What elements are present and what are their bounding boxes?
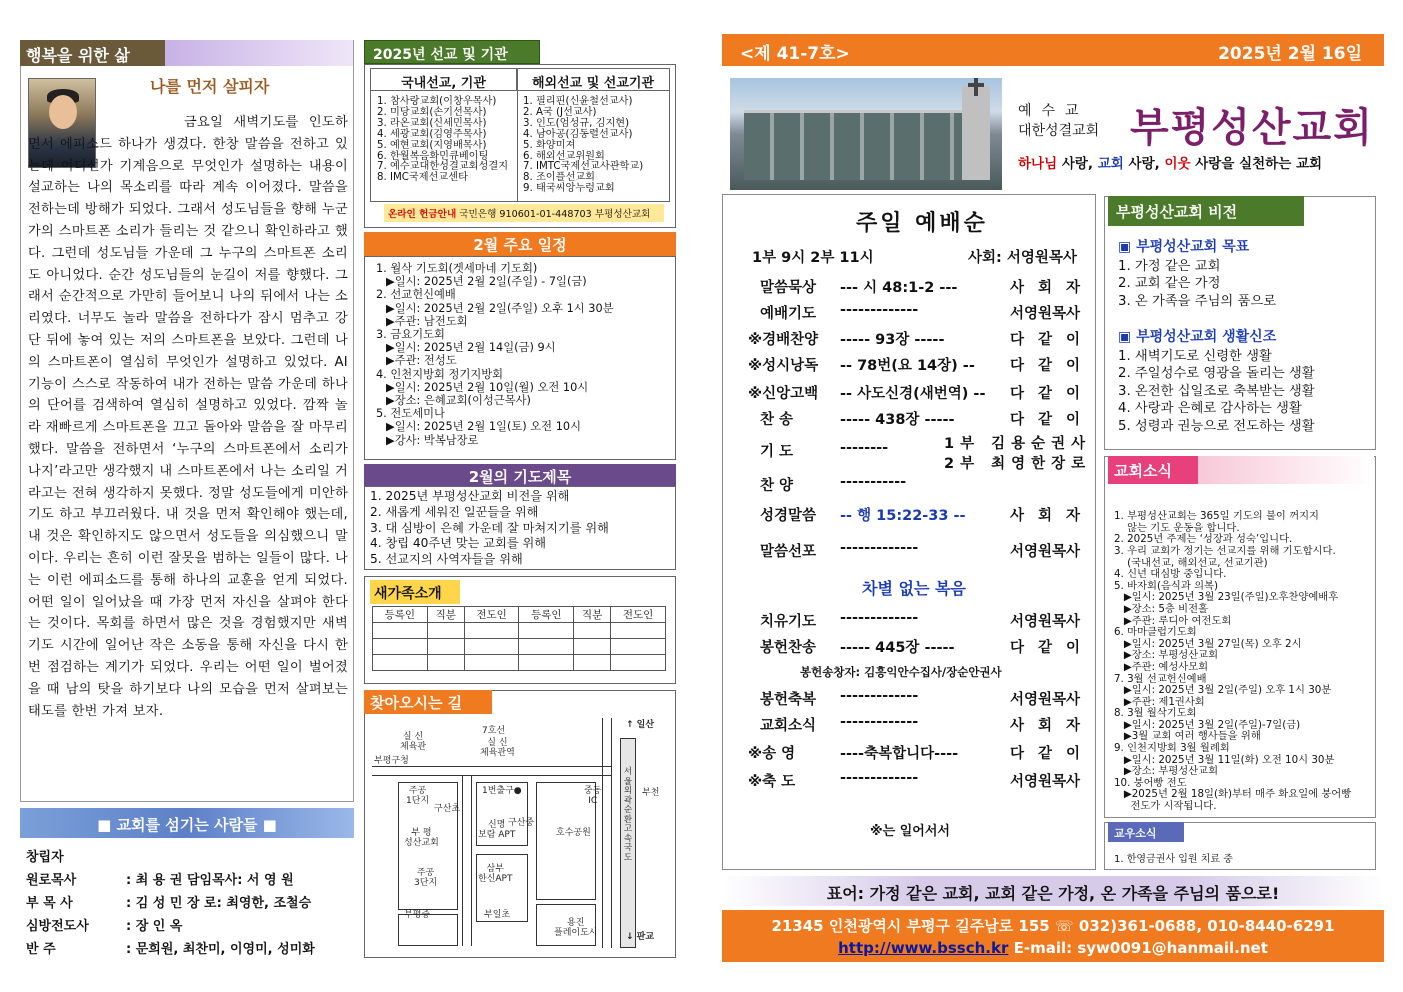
staff-row: 반 주 : 문희원, 최찬미, 이영미, 성미화 (26, 942, 315, 957)
table-row (373, 623, 666, 639)
essay-title: 나를 먼저 살피자 (150, 77, 270, 96)
goal-title: ▣ 부평성산교회 목표 (1118, 239, 1250, 255)
staff-row: 심방전도사 : 장 인 옥 (26, 919, 183, 934)
map-label: 1번출구● (482, 786, 522, 796)
member-news-text: 1. 한영금권사 입원 치료 중 (1114, 854, 1233, 865)
footer-contact (722, 910, 1384, 962)
news-heading-accent (1198, 456, 1374, 484)
website-link[interactable]: http://www.bssch.kr (838, 939, 1009, 957)
church-address: 21345 인천광역시 부평구 길주남로 155 ☏ 032)361-0688, 010-8440-6291 (771, 917, 1335, 935)
church-location: 부 평 성산교회 (404, 828, 439, 848)
overseas-head: 해외선교 및 선교기관 (517, 69, 669, 91)
church-name: 부평성산교회 (1130, 104, 1374, 151)
map-label: 주공 3단지 (414, 868, 438, 888)
directions-title: 찾아오시는 길 (364, 690, 492, 714)
map-label: 구산중 (508, 818, 535, 828)
essay-section-heading: 행복을 위한 삶 (20, 40, 165, 66)
map-label: 구산초 (434, 804, 461, 814)
offering-singer: 봉헌송창자: 김흥익안수집사/장순안권사 (800, 665, 1002, 679)
email-text[interactable]: E-mail: syw0091@hanmail.net (1008, 939, 1268, 957)
issue-number: <제 41-7호> (740, 44, 850, 64)
map-label: 부천 (642, 788, 660, 798)
map-label: 부일초 (484, 910, 511, 920)
bulletin-header (722, 34, 1384, 66)
map-label: 실 신 체육관역 (480, 738, 515, 758)
feb-schedule-list: 1. 월삭 기도회(겟세마네 기도회) ▶일시: 2025년 2월 2일(주일) - 7일(금) 2. 선교헌신예배 ▶일시: 2025년 2월 2일(주일) 오후 1시 30분 ▶주관: 남전도회 3. 금요기도회 ▶일시: 2025년 2월 14일(금) 9시 ▶주관: 전성도 4. 인천지방회 정기지방회 ▶일시: 2025년 2월 10일(월) 오전 10시 ▶장소: 은혜교회(이성근목사) 5. 전도세미나 ▶일시: 2025년 2월 1일(토) 오전 10시 ▶강사: 박복남장로 (376, 262, 614, 447)
map-label: 신명 보람 APT (478, 820, 516, 840)
prayer-title: 2월의 기도제목 (364, 464, 676, 486)
staff-list (26, 846, 315, 961)
footer-motto: 표어: 가정 같은 교회, 교회 같은 가정, 온 가족을 주님의 품으로! (722, 876, 1384, 906)
map-label: 부평중 (404, 910, 431, 920)
founder-label: 창립자 (26, 850, 64, 865)
sermon-title: 차별 없는 복음 (862, 579, 966, 598)
heading-accent (165, 40, 353, 66)
map-label: 실 신 체육관 (400, 732, 427, 752)
map-label: 삼부 한신APT (478, 864, 513, 884)
bulletin-date: 2025년 2월 16일 (1218, 44, 1362, 64)
essay-body (28, 112, 348, 722)
map-label: 주공 1단지 (406, 786, 430, 806)
creed-list: 1. 새벽기도로 신령한 생활 2. 주일성수로 영광을 돌리는 생활 3. 온전한 십일조로 축복받는 생활 4. 사랑과 은혜로 감사하는 생활 5. 성령과 권능으로 전도하는 생활 (1118, 349, 1315, 434)
domestic-list: 1. 참사랑교회(이창우목사) 2. 미당교회(손기선목사) 3. 라온교회(신세민목사) 4. 세광교회(김영주목사) 5. 예현교회(지영배목사) 6. 한월복음화민큐베이팅 7. 예수교대한성결교회성결지 8. IMC국제선교센타 (377, 96, 509, 184)
table-row (373, 639, 666, 655)
map-label: 중동 IC (584, 786, 602, 806)
new-family-title: 새가족소개 (370, 580, 460, 604)
goal-list: 1. 가정 같은 교회 2. 교회 같은 가정 3. 온 가족을 주님의 품으로 (1118, 259, 1277, 309)
denomination-line1: 예수교 (1018, 103, 1089, 119)
denomination-line2: 대한성결교회 (1018, 123, 1100, 139)
highway-label: 서울외곽순환고속국도 (623, 767, 633, 863)
overseas-list: 1. 필리핀(신윤철선교사) 2. A국 (J선교사) 3. 인도(엄성규, 김지현) 4. 남아공(김동렬선교사) 5. 화양미져 6. 해외선교위원회 7. IMTC국제선교사관학교) 8. 조이플선교회 9. 태국씨앙누렁교회 (523, 96, 644, 195)
news-list: 1. 부평성산교회는 365일 기도의 불이 꺼지지 않는 기도 운동을 합니다. 2. 2025년 주제는 ‘성장과 성숙’입니다. 3. 우리 교회가 정기는 선교지를 위해 기도합시다. (국내선교, 해외선교, 선교기관) 4. 신년 대심방 중입니다. 5. 바자회(음식과 의복) ▶일시: 2025년 3월 23일(주일)오후찬양예배후 ▶장소: 5층 비전홀 ▶주관: 루디아 여전도회 6. 마마클럽기도회 ▶일시: 2025년 3월 27일(목) 오후 2시 ▶장소: 부평성산교회 ▶주관: 예성사모회 7. 3월 선교헌신예배 ▶일시: 2025년 3월 2일(주일) 오후 1시 30분 ▶주관: 제1권사회 8. 3월 월삭기도회 ▶일시: 2025년 3월 2일(주일)-7일(금) ▶3월 교회 여러 행사들을 위해 9. 인천지방회 3월 월례회 ▶일시: 2025년 3월 11일(화) 오전 10시 30분 ▶장소: 부평성산교회 10. 붕어빵 전도 ▶2025년 2월 18일(화)부터 매주 화요일에 붕어빵 전도가 시작됩니다. (1114, 510, 1352, 813)
table-row (373, 655, 666, 671)
servants-title: ■ 교회를 섬기는 사람들 ■ (20, 808, 354, 838)
stand-note: ※는 일어서서 (870, 824, 950, 839)
map-label: 7호선 (482, 726, 506, 736)
mission-title: 2025년 선교 및 기관 (364, 40, 540, 64)
directions-map (372, 718, 670, 952)
mission-table (370, 68, 670, 202)
feb-schedule-title: 2월 주요 일정 (364, 232, 676, 256)
domestic-head: 국내선교, 기관 (371, 69, 517, 91)
vision-title: 부평성산교회 비전 (1108, 196, 1304, 226)
church-motto: 하나님 사랑, 교회 사랑, 이웃 사랑을 실천하는 교회 (1018, 156, 1323, 172)
staff-row: 원로목사 : 최 용 권 담임목사: 서 영 원 (26, 873, 294, 888)
map-label: 호수공원 (556, 828, 591, 838)
service-times: 1부 9시 2부 11시 (752, 250, 874, 266)
member-news-title: 교우소식 (1108, 822, 1184, 842)
map-south-label: ↓ 판교 (626, 932, 655, 942)
creed-title: ▣ 부평성산교회 생활신조 (1118, 329, 1277, 345)
prayer-list: 1. 2025년 부평성산교회 비전을 위해 2. 새롭게 세워진 일꾼들을 위해 3. 대 심방이 은혜 가운데 잘 마쳐지기를 위해 4. 창립 40주년 맞는 교회를 위해 5. 선교지의 사역자들을 위해 (370, 489, 609, 567)
church-building-photo (730, 78, 1002, 190)
essay-text: 금요일 새벽기도를 인도하면서 에피소드 하나가 생겼다. 한창 말씀을 전하고 있는데 어디선가 기계음으로 무엇인가 설명하는 내용이 설교하는 나의 목소리를 따라 계속 이어졌다. 말씀을 전하는데 방해가 되었다. 그래서 성도님들을 향해 누군가의 스마트폰 소리가 들리는 것 같으니 확인하라고 했다. 그런데 성도님들 가운데 그 누구의 스마트폰 소리도 아니었다. 순간 성도님들의 눈길이 저를 향했다. 그래서 순간적으로 가만히 들어보니 나의 뒤에서 나는 소리였다. 너무도 놀라 말씀을 전하다가 잠시 멈추고 강단 뒤에 놓여 있는 저의 스마트폰을 보았다. 그런데 나의 스마트폰이 열심히 무엇인가 설명하고 있었다. AI 기능이 스스로 작동하여 내가 전하는 말씀 가운데 하나의 단어를 검색하여 열심히 설명하고 있었다. 깜짝 놀라 재빠르게 스마트폰을 끄고 돌아와 말씀을 잘 마무리했다. 말씀을 전하면서 ‘누구의 스마트폰에서 소리가 나지’라고만 생각했지 내 스마트폰에서 나는 소리일 거라고는 전혀 생각하지 못했다. 정말 성도들에게 미안하기도 하고 부끄러웠다. 내 것을 먼저 확인해야 했는데, 내 것은 확인하지도 않으면서 성도들을 의심했으니 말이다. 우리는 흔히 이런 잘못을 범하는 일들이 많다. 나는 이런 에피소드를 통해 하나의 교훈을 얻게 되었다. 어떤 일이 일어났을 때 가장 먼저 자신을 살펴야 한다는 것이다. 목회를 하면서 많은 것을 경험했지만 새벽기도 시간에 일어난 작은 소동을 통해 자신을 다시 한번 점검하는 계기가 되었다. 우리는 어떤 일이 벌어졌을 때 남의 탓을 하기보다 나의 모습을 먼저 살펴보는 태도를 한번 가져 보자. (28, 115, 348, 719)
table-row: 등록인 직분 전도인 등록인 직분 전도인 (373, 607, 666, 623)
map-label: 부평구청 (374, 756, 409, 766)
offering-account: 온라인 헌금안내 국민은행 910601-01-448703 부평성산교회 (384, 204, 664, 222)
new-family-table (372, 606, 666, 671)
service-host: 사회: 서영원목사 (968, 250, 1077, 266)
news-title: 교회소식 (1108, 456, 1198, 484)
staff-row: 부 목 사 : 김 성 민 장 로: 최영한, 조철승 (26, 896, 312, 911)
map-label: 용진 플레이도시 (554, 918, 598, 938)
map-north-label: ↑ 일산 (626, 720, 655, 730)
worship-title: 주일 예배순 (856, 211, 988, 236)
